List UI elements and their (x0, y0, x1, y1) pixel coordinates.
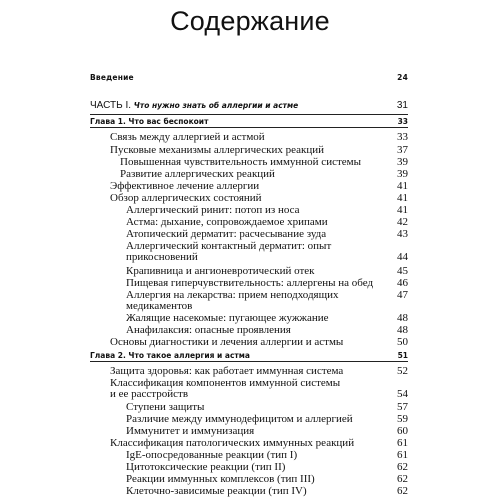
page-title: Содержание (170, 6, 330, 36)
toc-entry[interactable] (126, 450, 408, 461)
toc-entry-text: Атопический дерматит: расчесывание зуда (126, 228, 327, 240)
toc-entry-page: 39 (397, 168, 408, 180)
toc-entry-page: 39 (397, 156, 408, 168)
toc-entry-page: 48 (397, 312, 408, 324)
toc-entry-part-1[interactable] (90, 100, 408, 111)
toc-entry-page: 50 (397, 336, 408, 348)
toc-entry-text: Ступени защиты (126, 401, 205, 413)
toc-entry[interactable] (126, 205, 408, 216)
toc-entry[interactable] (126, 402, 408, 413)
toc-entry-text: Развитие аллергических реакций (120, 168, 275, 180)
toc-entry-page: 51 (397, 351, 408, 360)
toc-entry-text: Цитотоксические реакции (тип II) (126, 461, 286, 473)
toc-entry-page: 46 (397, 277, 408, 289)
toc-entry[interactable] (110, 337, 408, 348)
chapter2-divider (90, 361, 408, 362)
toc-entry[interactable] (126, 266, 408, 277)
toc-entry-text: Пусковые механизмы аллергических реакций (110, 144, 325, 156)
toc-entry-chapter-2[interactable] (90, 350, 408, 361)
toc-entry-text: Астма: дыхание, сопровождаемое хрипами (126, 216, 328, 228)
toc-entry-page: 62 (397, 473, 408, 485)
toc-entry[interactable] (120, 157, 408, 168)
toc-entry-text: Глава 1. Что вас беспокоит (90, 117, 209, 126)
toc-entry-chapter-1[interactable] (90, 116, 408, 127)
toc-entry-page: 41 (397, 204, 408, 216)
toc-entry[interactable] (126, 241, 408, 263)
toc-entry-text: Иммунитет и иммунизация (126, 425, 255, 437)
toc-entry[interactable] (110, 181, 408, 192)
toc-entry[interactable] (126, 217, 408, 228)
toc-entry-text: IgE-опосредованные реакции (тип I) (126, 449, 298, 461)
part-label: ЧАСТЬ I. (90, 100, 134, 111)
toc-entry-intro[interactable] (90, 72, 408, 83)
toc-entry-page: 33 (397, 117, 408, 126)
toc-entry-page: 31 (396, 100, 408, 111)
toc-entry[interactable] (126, 486, 408, 497)
toc-entry-page: 45 (397, 265, 408, 277)
toc-entry-text: Реакции иммунных комплексов (тип III) (126, 473, 315, 485)
toc-entry-text: Классификация компонентов иммунной системы и ее расстройств (110, 377, 341, 400)
toc-entry-text: Защита здоровья: как работает иммунная система (110, 365, 344, 377)
toc-entry-text: Связь между аллергией и астмой (110, 131, 265, 143)
toc-entry-page: 54 (397, 388, 408, 400)
toc-entry-text: Клеточно-зависимые реакции (тип IV) (126, 485, 307, 497)
toc-entry-page: 61 (397, 449, 408, 461)
toc-entry-page: 41 (397, 180, 408, 192)
toc-entry[interactable] (110, 132, 408, 143)
toc-entry-page: 48 (397, 324, 408, 336)
toc-entry[interactable] (126, 313, 408, 324)
toc-entry[interactable] (126, 414, 408, 425)
toc-entry-text: Глава 2. Что такое аллергия и астма (90, 351, 250, 360)
toc-entry[interactable] (126, 325, 408, 336)
toc-entry-text: Аллергия на лекарства: прием неподходящих медикаментов (126, 289, 339, 312)
toc-entry-page: 47 (397, 289, 408, 301)
toc-entry[interactable] (120, 169, 408, 180)
toc-entry-page: 52 (397, 365, 408, 377)
toc-entry[interactable] (126, 462, 408, 473)
toc-entry-page: 41 (397, 192, 408, 204)
part-title: Что нужно знать об аллергии и астме (133, 101, 299, 110)
toc-entry[interactable] (126, 229, 408, 240)
toc-entry[interactable] (126, 474, 408, 485)
toc-entry[interactable] (126, 290, 408, 312)
toc-entry[interactable] (126, 426, 408, 437)
part-divider (90, 114, 408, 115)
toc-entry-text: Основы диагностики и лечения аллергии и астмы (110, 336, 344, 348)
toc-entry-text: Аллергический контактный дерматит: опыт прикосновений (126, 240, 332, 263)
toc-entry-text: Обзор аллергических состояний (110, 192, 262, 204)
toc-entry-text: Различие между иммунодефицитом и аллергией (126, 413, 353, 425)
toc-entry-text: Эффективное лечение аллергии (110, 180, 260, 192)
toc-entry-text: Повышенная чувствительность иммунной системы (120, 156, 362, 168)
toc-entry-text: Пищевая гиперчувствительность: аллергены на обед (126, 277, 374, 289)
toc-entry-text (90, 100, 380, 111)
toc-entry[interactable] (110, 438, 408, 449)
toc-entry-page: 62 (397, 461, 408, 473)
toc-entry-page: 62 (397, 485, 408, 497)
toc-entry-text: Аллергический ринит: потоп из носа (126, 204, 300, 216)
toc-entry-text: Крапивница и ангионевротический отек (126, 265, 315, 277)
toc-entry-text: Классификация патологических иммунных реакций (110, 437, 355, 449)
toc-entry[interactable] (110, 366, 408, 377)
toc-entry-page: 37 (397, 144, 408, 156)
toc-entry-page: 33 (397, 131, 408, 143)
toc-entry[interactable] (110, 378, 408, 400)
toc-entry-page: 60 (397, 425, 408, 437)
toc-entry-page: 43 (397, 228, 408, 240)
toc-entry-page: 42 (397, 216, 408, 228)
chapter1-divider (90, 127, 408, 128)
toc-entry[interactable] (126, 278, 408, 289)
toc-entry-text: Жалящие насекомые: пугающее жужжание (126, 312, 329, 324)
toc-entry-text: Анафилаксия: опасные проявления (126, 324, 291, 336)
toc-entry-page: 24 (397, 73, 408, 82)
toc-entry-text: Введение (90, 73, 134, 82)
toc-entry-page: 57 (397, 401, 408, 413)
toc-entry-page: 61 (397, 437, 408, 449)
toc-entry[interactable] (110, 145, 408, 156)
toc-entry-page: 59 (397, 413, 408, 425)
toc-entry[interactable] (110, 193, 408, 204)
toc-entry-page: 44 (397, 251, 408, 263)
